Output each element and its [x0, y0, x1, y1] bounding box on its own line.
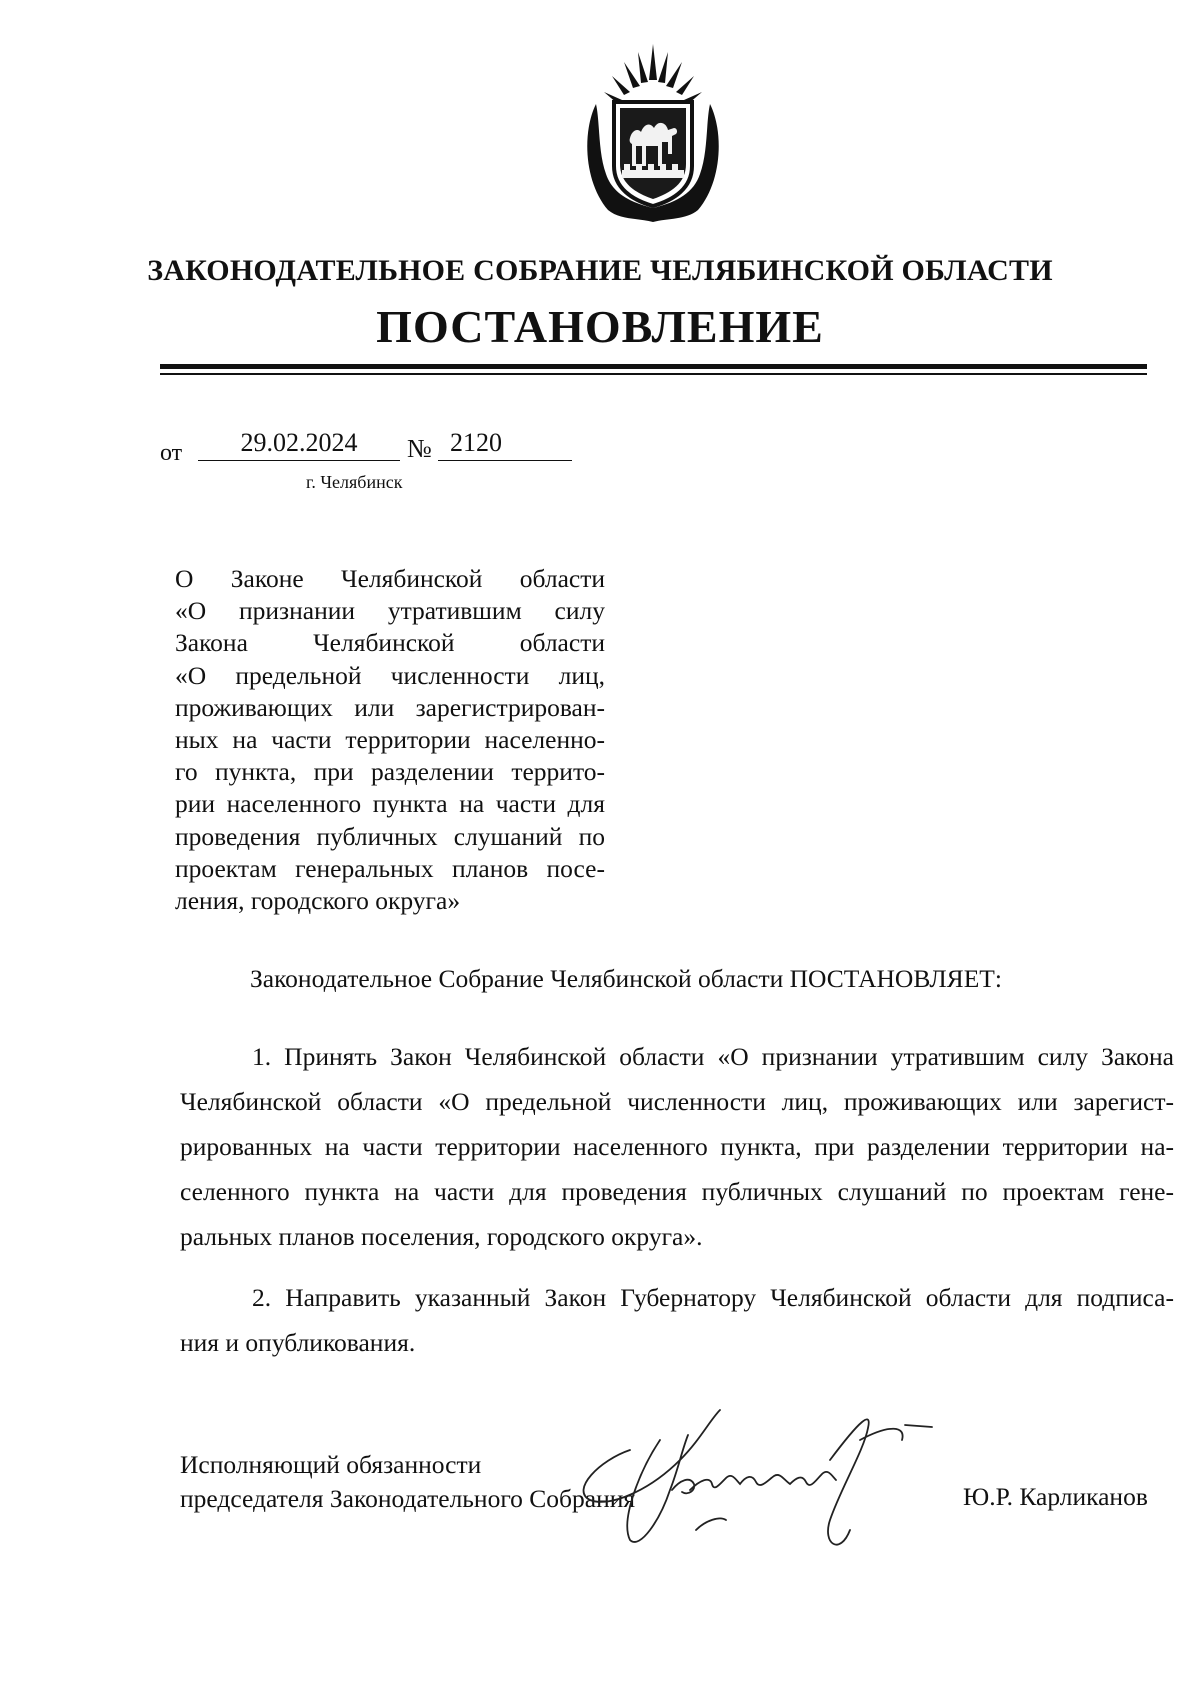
clause-1-line: рированных на части территории населенного пункта, при разделении территории на-	[180, 1132, 1174, 1161]
subject-line: «О признании утратившим силу	[175, 596, 605, 626]
subject-line: рии населенного пункта на части для	[175, 789, 605, 819]
resolution-date: 29.02.2024	[198, 428, 400, 461]
preamble: Законодательное Собрание Челябинской области ПОСТАНОВЛЯЕТ:	[250, 964, 1002, 993]
handwritten-signature-icon	[560, 1380, 940, 1580]
date-prefix: от	[160, 440, 183, 466]
subject-line: «О предельной численности лиц,	[175, 660, 605, 690]
resolution-subject	[175, 563, 605, 917]
document-type-title: ПОСТАНОВЛЕНИЕ	[376, 301, 824, 352]
signatory-role-line: председателя Законодательного Собрания	[180, 1484, 636, 1513]
coat-of-arms-icon	[578, 42, 728, 224]
signatory-name: Ю.Р. Карликанов	[963, 1482, 1148, 1511]
subject-line: проживающих или зарегистрирован-	[175, 692, 605, 722]
subject-line: проведения публичных слушаний по	[175, 821, 605, 851]
clause-1-line: Челябинской области «О предельной численности лиц, проживающих или зарегист-	[180, 1087, 1174, 1116]
subject-line: проектам генеральных планов посе-	[175, 853, 605, 883]
paragraph-gap	[180, 1259, 1174, 1275]
subject-line: ных на части территории населенно-	[175, 725, 605, 755]
resolution-body	[180, 1034, 1174, 1365]
resolution-number: 2120	[438, 428, 572, 461]
clause-1-line: селенного пункта на части для проведения публичных слушаний по проектам гене-	[180, 1177, 1174, 1206]
header-rule-thin	[160, 373, 1147, 375]
clause-1-line: ральных планов поселения, городского округа».	[180, 1222, 703, 1251]
clause-2-line: ния и опубликования.	[180, 1328, 416, 1357]
subject-line: О Законе Челябинской области	[175, 564, 605, 593]
signatory-role-line: Исполняющий обязанности	[180, 1450, 482, 1479]
city-name: г. Челябинск	[306, 472, 403, 492]
subject-line: Закона Челябинской области	[175, 628, 605, 658]
subject-line: ления, городского округа»	[175, 886, 461, 916]
header-rule-thick	[160, 364, 1147, 369]
clause-2-line: 2. Направить указанный Закон Губернатору Челябинской области для подписа-	[252, 1283, 1174, 1312]
clause-1-line: 1. Принять Закон Челябинской области «О признании утратившим силу Закона	[252, 1042, 1174, 1071]
subject-line: го пункта, при разделении террито-	[175, 757, 605, 787]
number-sign: №	[407, 434, 432, 463]
organization-name: ЗАКОНОДАТЕЛЬНОЕ СОБРАНИЕ ЧЕЛЯБИНСКОЙ ОБЛАСТИ	[147, 254, 1053, 287]
